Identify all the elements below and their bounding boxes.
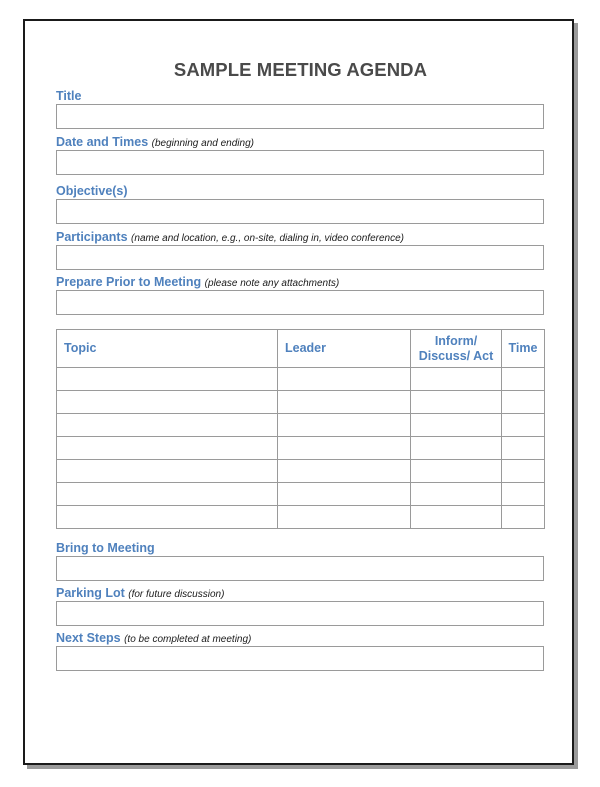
topic-cell[interactable] bbox=[57, 391, 278, 414]
participants-field[interactable] bbox=[56, 245, 544, 270]
topic-cell[interactable] bbox=[57, 414, 278, 437]
date-times-field[interactable] bbox=[56, 150, 544, 175]
agenda-header-row bbox=[57, 330, 545, 368]
date-times-label: Date and Times (beginning and ending) bbox=[56, 135, 254, 149]
time-cell[interactable] bbox=[502, 460, 545, 483]
document-title: SAMPLE MEETING AGENDA bbox=[173, 59, 428, 80]
next-steps-label: Next Steps (to be completed at meeting) bbox=[56, 631, 252, 645]
inform-discuss-act-cell[interactable] bbox=[411, 368, 502, 391]
time-cell[interactable] bbox=[502, 437, 545, 460]
participants-label: Participants (name and location, e.g., on-site, dialing in, video conference) bbox=[56, 230, 404, 244]
inform-discuss-act-header: Inform/ Discuss/ Act bbox=[411, 330, 502, 368]
leader-cell[interactable] bbox=[278, 391, 411, 414]
leader-header: Leader bbox=[278, 330, 411, 368]
time-cell[interactable] bbox=[502, 368, 545, 391]
objectives-field[interactable] bbox=[56, 199, 544, 224]
objectives-label: Objective(s) bbox=[56, 184, 128, 198]
topic-header: Topic bbox=[57, 330, 278, 368]
leader-cell[interactable] bbox=[278, 414, 411, 437]
inform-discuss-act-cell[interactable] bbox=[411, 506, 502, 529]
agenda-row bbox=[57, 506, 545, 529]
leader-cell[interactable] bbox=[278, 368, 411, 391]
leader-cell[interactable] bbox=[278, 483, 411, 506]
inform-discuss-act-cell[interactable] bbox=[411, 483, 502, 506]
topic-cell[interactable] bbox=[57, 483, 278, 506]
inform-discuss-act-cell[interactable] bbox=[411, 414, 502, 437]
time-cell[interactable] bbox=[502, 391, 545, 414]
agenda-row bbox=[57, 437, 545, 460]
prepare-field[interactable] bbox=[56, 290, 544, 315]
topic-cell[interactable] bbox=[57, 437, 278, 460]
participants-hint: (name and location, e.g., on-site, dialing in, video conference) bbox=[131, 233, 404, 244]
time-cell[interactable] bbox=[502, 483, 545, 506]
agenda-row bbox=[57, 483, 545, 506]
agenda-row bbox=[57, 414, 545, 437]
next-steps-field[interactable] bbox=[56, 646, 544, 671]
parking-lot-label: Parking Lot (for future discussion) bbox=[56, 586, 225, 600]
date-times-hint: (beginning and ending) bbox=[151, 138, 254, 149]
agenda-page bbox=[23, 19, 574, 765]
title-field[interactable] bbox=[56, 104, 544, 129]
bring-field[interactable] bbox=[56, 556, 544, 581]
agenda-row bbox=[57, 368, 545, 391]
leader-cell[interactable] bbox=[278, 506, 411, 529]
prepare-hint: (please note any attachments) bbox=[204, 278, 340, 289]
inform-discuss-act-cell[interactable] bbox=[411, 391, 502, 414]
bring-label: Bring to Meeting bbox=[56, 541, 155, 555]
inform-discuss-act-cell[interactable] bbox=[411, 437, 502, 460]
agenda-body bbox=[57, 368, 545, 529]
leader-cell[interactable] bbox=[278, 460, 411, 483]
agenda-table bbox=[56, 329, 545, 529]
parking-lot-hint: (for future discussion) bbox=[128, 589, 225, 600]
topic-cell[interactable] bbox=[57, 460, 278, 483]
agenda-row bbox=[57, 460, 545, 483]
topic-cell[interactable] bbox=[57, 368, 278, 391]
inform-discuss-act-cell[interactable] bbox=[411, 460, 502, 483]
time-header: Time bbox=[502, 330, 545, 368]
parking-lot-field[interactable] bbox=[56, 601, 544, 626]
agenda-row bbox=[57, 391, 545, 414]
topic-cell[interactable] bbox=[57, 506, 278, 529]
time-cell[interactable] bbox=[502, 414, 545, 437]
title-label: Title bbox=[56, 89, 82, 103]
time-cell[interactable] bbox=[502, 506, 545, 529]
prepare-label: Prepare Prior to Meeting (please note any attachments) bbox=[56, 275, 340, 289]
next-steps-hint: (to be completed at meeting) bbox=[124, 634, 252, 645]
leader-cell[interactable] bbox=[278, 437, 411, 460]
